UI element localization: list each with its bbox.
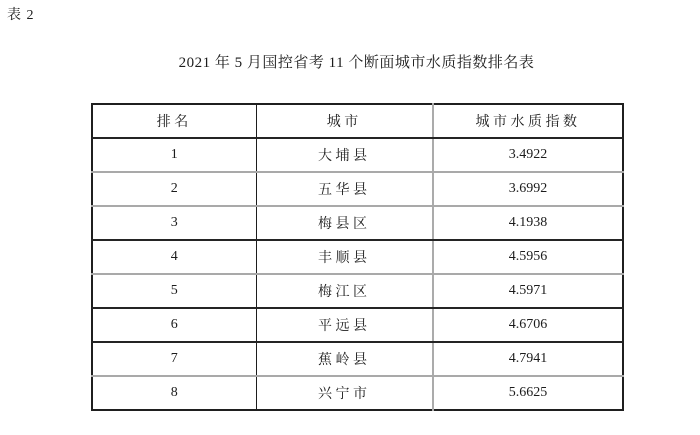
rank-cell: 1 xyxy=(92,138,256,172)
index-cell: 3.6992 xyxy=(433,172,623,206)
index-cell: 5.6625 xyxy=(508,385,548,400)
rank-cell: 2 xyxy=(92,172,256,206)
table-row xyxy=(92,138,623,172)
city-cell: 梅县区 xyxy=(256,206,433,240)
rank-cell: 8 xyxy=(92,376,256,410)
index-cell: 4.6706 xyxy=(433,308,623,342)
rank-cell: 5 xyxy=(92,274,256,308)
rank-cell: 4 xyxy=(92,240,256,274)
city-cell: 大埔县 xyxy=(256,138,433,172)
table-header-row xyxy=(92,104,623,138)
city-cell: 蕉岭县 xyxy=(256,342,433,376)
city-cell: 梅江区 xyxy=(256,274,433,308)
index-cell: 4.5956 xyxy=(433,240,623,274)
table-row xyxy=(92,376,623,410)
table-row xyxy=(92,206,623,240)
city-cell: 兴宁市 xyxy=(256,376,433,410)
index-cell: 4.7941 xyxy=(433,342,623,376)
water-quality-ranking-table xyxy=(91,103,624,411)
table-row xyxy=(92,308,623,342)
table-row xyxy=(92,274,623,308)
col-header-city: 城市 xyxy=(256,104,433,138)
index-cell: 3.4922 xyxy=(433,138,623,172)
table-row xyxy=(92,240,623,274)
rank-cell: 7 xyxy=(92,342,256,376)
col-header-index: 城市水质指数 xyxy=(433,104,623,138)
city-cell: 五华县 xyxy=(256,172,433,206)
table-row xyxy=(92,172,623,206)
rank-cell: 6 xyxy=(92,308,256,342)
document-title: 2021 年 5 月国控省考 11 个断面城市水质指数排名表 xyxy=(178,55,535,71)
index-cell: 4.1938 xyxy=(433,206,623,240)
table-caption-number: 表 2 xyxy=(7,8,35,23)
col-header-rank: 排名 xyxy=(92,104,256,138)
city-cell: 平远县 xyxy=(256,308,433,342)
table-row xyxy=(92,342,623,376)
index-cell: 4.5971 xyxy=(433,274,623,308)
rank-cell: 3 xyxy=(92,206,256,240)
city-cell: 丰顺县 xyxy=(256,240,433,274)
